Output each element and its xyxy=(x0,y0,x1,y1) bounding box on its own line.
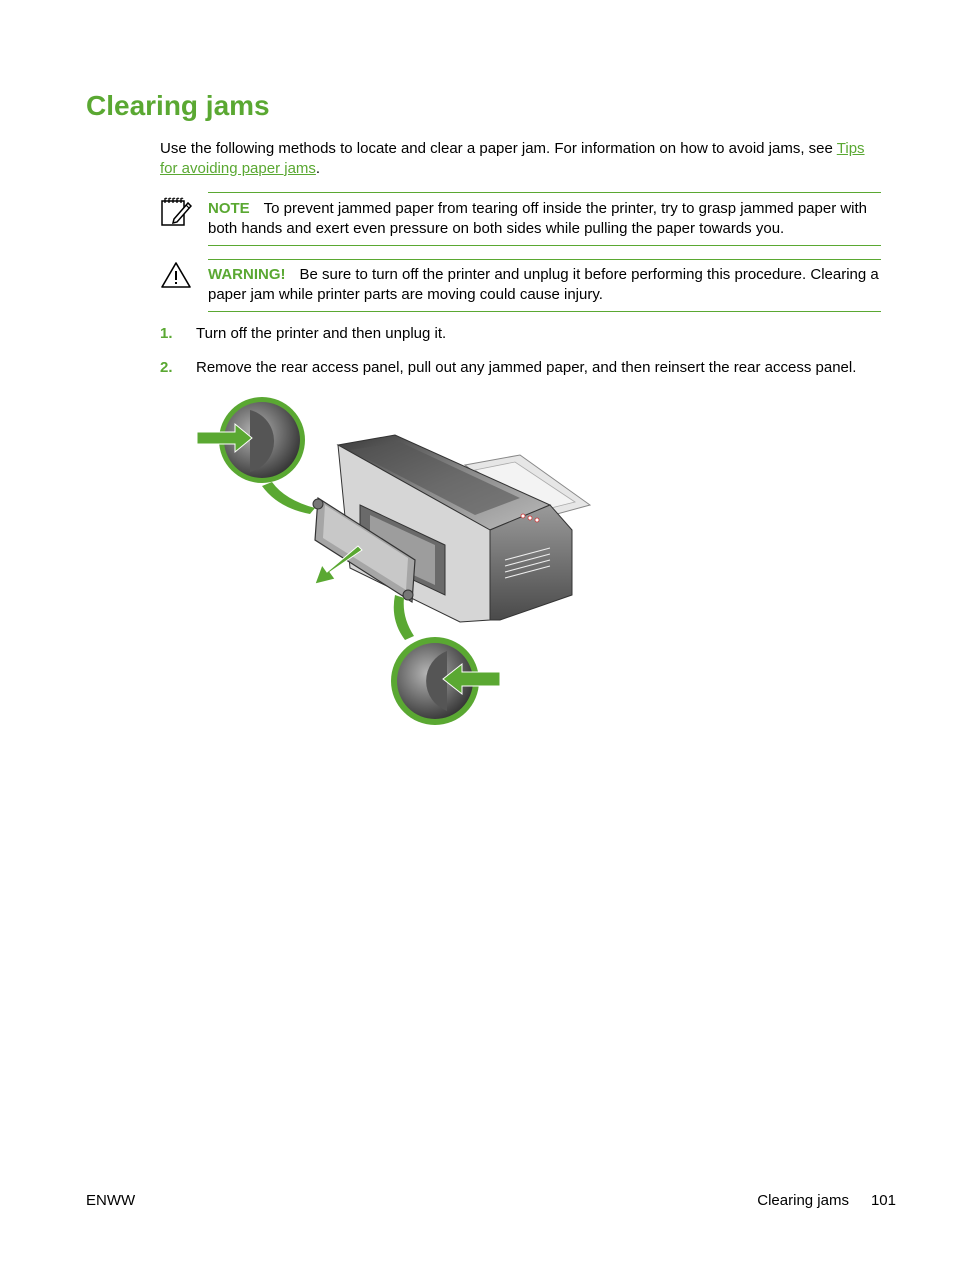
note-label: NOTE xyxy=(208,200,250,217)
intro-text-end: . xyxy=(315,159,321,177)
printer-rear-panel-illustration xyxy=(190,390,600,730)
steps-list xyxy=(160,324,890,392)
warning-text: Be sure to turn off the printer and unplug it before performing this procedure. Clearing a paper jam while printer parts are moving could cause injury. xyxy=(208,266,879,303)
step-item xyxy=(160,358,890,378)
page-title: Clearing jams xyxy=(86,90,270,121)
step-text: Remove the rear access panel, pull out any jammed paper, and then reinsert the rear access panel. xyxy=(196,359,857,376)
footer-left: ENWW xyxy=(86,1192,136,1209)
page-number: 101 xyxy=(870,1192,896,1209)
note-text: To prevent jammed paper from tearing off inside the printer, try to grasp jammed paper with both hands and exert even pressure on both sides while pulling the paper towards you. xyxy=(208,200,868,237)
tips-avoiding-jams-link[interactable]: Tips for avoiding paper jams xyxy=(160,140,865,177)
footer-right xyxy=(757,1192,896,1209)
step-item xyxy=(160,324,890,344)
step-number: 1. xyxy=(160,325,173,342)
note-pencil-icon xyxy=(160,195,192,227)
warning-triangle-icon xyxy=(160,260,192,290)
warning-label: WARNING! xyxy=(208,266,286,283)
step-number: 2. xyxy=(160,359,173,376)
footer-section: Clearing jams xyxy=(757,1192,849,1209)
intro-paragraph xyxy=(160,139,880,178)
step-text: Turn off the printer and then unplug it. xyxy=(196,325,447,342)
note-callout xyxy=(208,192,881,246)
warning-callout xyxy=(208,259,881,312)
intro-text: Use the following methods to locate and clear a paper jam. For information on how to avoid jams, see xyxy=(160,140,837,157)
